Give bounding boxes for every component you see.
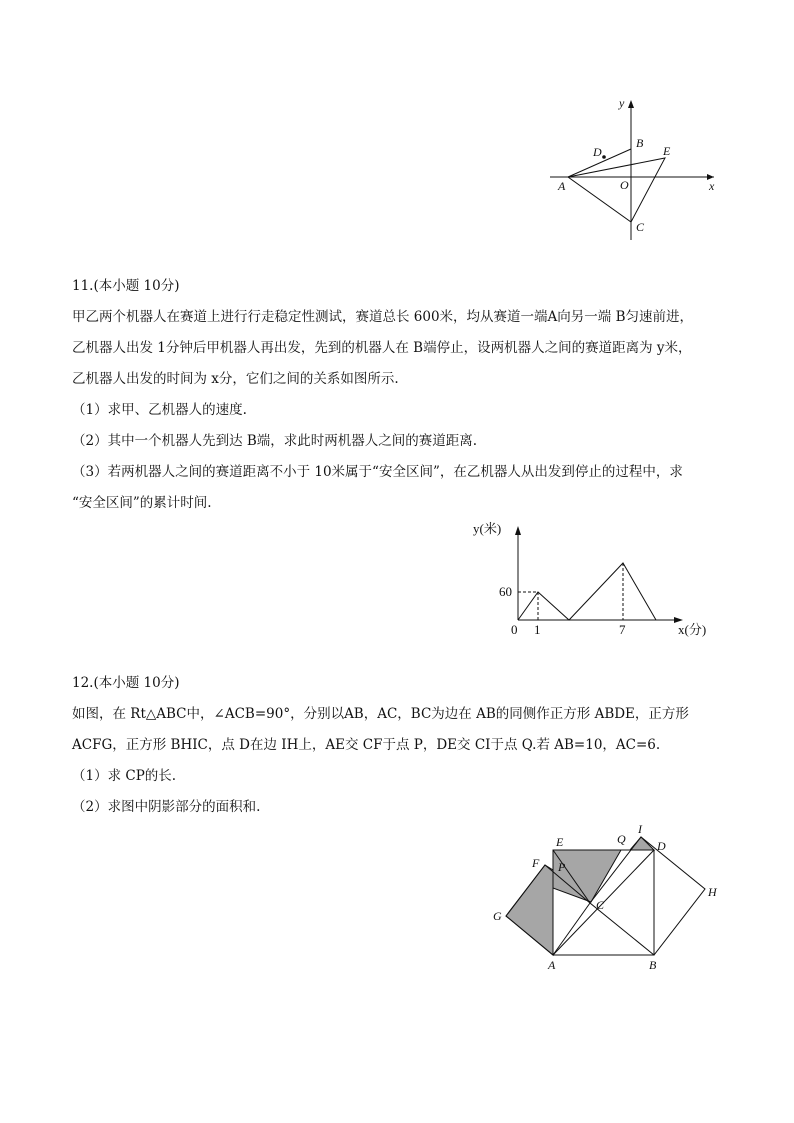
label-F: F bbox=[532, 856, 540, 870]
question-11-part-3-line-2: “安全区间”的累计时间. bbox=[72, 495, 212, 511]
label-O: O bbox=[620, 178, 629, 192]
label-D: D bbox=[657, 839, 666, 853]
squares-figure bbox=[490, 822, 725, 972]
triangle-AEC bbox=[568, 158, 665, 222]
label-A: A bbox=[558, 179, 566, 193]
question-11-part-1: （1）求甲、乙机器人的速度. bbox=[72, 402, 247, 418]
label-I: I bbox=[638, 822, 642, 836]
distance-time-graph bbox=[470, 515, 725, 640]
label-x: x bbox=[709, 179, 715, 193]
label-B: B bbox=[649, 958, 657, 972]
question-11-part-3-line-1: （3）若两机器人之间的赛道距离不小于 10米属于“安全区间”，在乙机器人从出发到停止的过程中，求 bbox=[72, 464, 683, 480]
question-12-part-2: （2）求图中阴影部分的面积和. bbox=[72, 799, 261, 815]
question-11-header: 11.(本小题 10分) bbox=[72, 278, 180, 294]
graph-line bbox=[518, 563, 656, 620]
question-12-text-line-1: 如图，在 Rt△ABC中，∠ACB=90°，分别以AB，AC，BC为边在 AB的同侧作正方形 ABDE，正方形 bbox=[72, 706, 689, 722]
label-D: D bbox=[593, 145, 602, 159]
graph-y-label: y(米) bbox=[473, 521, 502, 536]
shaded-region-corner bbox=[630, 837, 654, 850]
label-y: y bbox=[619, 96, 625, 110]
question-11-text-line-3: 乙机器人出发的时间为 x分，它们之间的关系如图所示. bbox=[72, 371, 399, 387]
y-axis-arrow-icon bbox=[628, 100, 634, 108]
graph-tick-60: 60 bbox=[499, 584, 512, 599]
label-E: E bbox=[556, 835, 564, 849]
label-C: C bbox=[596, 898, 605, 912]
question-12-part-1: （1）求 CP的长. bbox=[72, 768, 177, 784]
label-B: B bbox=[636, 136, 644, 150]
question-11-text-line-2: 乙机器人出发 1分钟后甲机器人再出发，先到的机器人在 B端停止，设两机器人之间的赛道距离为 y米， bbox=[72, 340, 692, 356]
graph-tick-origin: 0 bbox=[511, 622, 518, 637]
point-D bbox=[602, 155, 606, 159]
question-12-header: 12.(本小题 10分) bbox=[72, 675, 180, 691]
label-C: C bbox=[636, 220, 645, 234]
question-12-text-line-2: ACFG，正方形 BHIC，点 D在边 IH上，AE交 CF于点 P，DE交 CI于点 Q.若 AB=10，AC=6. bbox=[72, 737, 661, 753]
coordinate-figure bbox=[545, 92, 735, 242]
label-E: E bbox=[663, 144, 671, 158]
graph-x-label: x(分) bbox=[678, 622, 707, 637]
question-11-text-line-1: 甲乙两个机器人在赛道上进行行走稳定性测试，赛道总长 600米，均从赛道一端A向另一端 B匀速前进， bbox=[72, 309, 694, 325]
graph-tick-1: 1 bbox=[534, 622, 541, 637]
label-A: A bbox=[548, 958, 556, 972]
shaded-region-left bbox=[506, 865, 553, 955]
label-H: H bbox=[708, 885, 717, 899]
label-G: G bbox=[493, 909, 502, 923]
label-P: P bbox=[558, 860, 566, 874]
question-11-part-2: （2）其中一个机器人先到达 B端，求此时两机器人之间的赛道距离. bbox=[72, 433, 478, 449]
graph-tick-7: 7 bbox=[619, 622, 626, 637]
label-Q: Q bbox=[617, 832, 626, 846]
graph-y-arrow-icon bbox=[515, 526, 521, 535]
